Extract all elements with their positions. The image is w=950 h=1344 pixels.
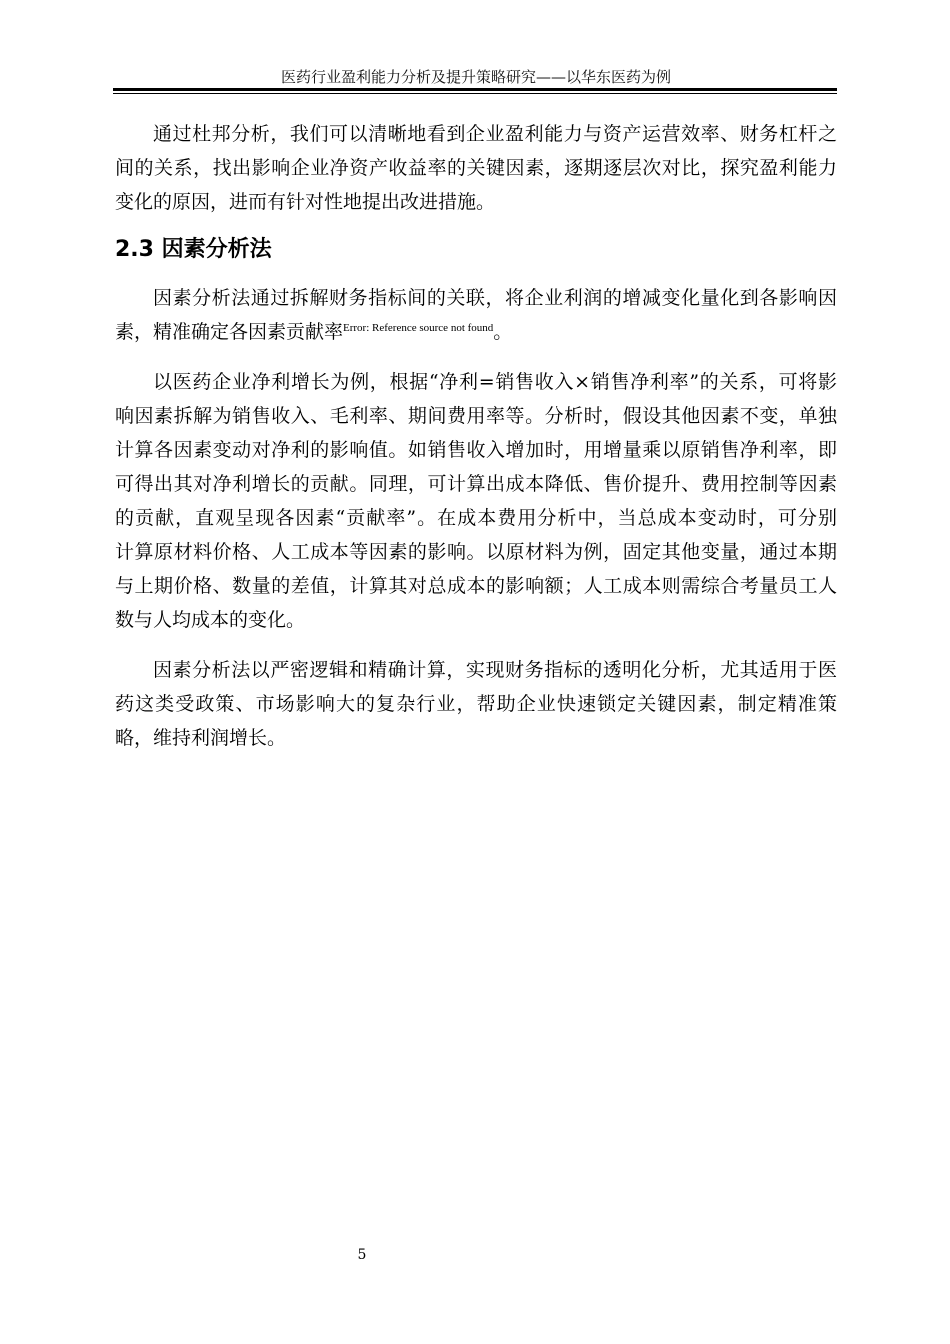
header-rule-thick — [113, 88, 837, 91]
text-line — [115, 315, 837, 349]
text-span: 素，精准确定各因素贡献率 — [115, 321, 344, 343]
text-line: 与上期价格、数量的差值，计算其对总成本的影响额；人工成本则需综合考量员工人 — [115, 575, 837, 597]
text-line: 计算各因素变动对净利的影响值。如销售收入增加时，用增量乘以原销售净利率，即 — [115, 439, 837, 461]
text-line: 略，维持利润增长。 — [115, 727, 287, 749]
text-line: 药这类受政策、市场影响大的复杂行业，帮助企业快速锁定关键因素，制定精准策 — [115, 693, 837, 715]
section-heading: 2.3 因素分析法 — [115, 237, 272, 262]
paragraph-net-profit-example — [115, 365, 837, 637]
page-number: 5 — [357, 1247, 367, 1263]
text-line: 数与人均成本的变化。 — [115, 609, 306, 631]
paragraph-factor-conclusion — [115, 653, 837, 755]
text-line: 间的关系，找出影响企业净资产收益率的关键因素，逐期逐层次对比，探究盈利能力 — [115, 157, 837, 179]
text-line: 以医药企业净利增长为例，根据“净利=销售收入×销售净利率”的关系，可将影 — [153, 371, 837, 393]
paragraph-dupont-summary — [115, 117, 837, 219]
reference-error-citation[interactable]: Error: Reference source not found — [343, 322, 494, 334]
text-span: 。 — [493, 321, 513, 343]
header-rule-thin — [113, 93, 837, 94]
text-line: 可得出其对净利增长的贡献。同理，可计算出成本降低、售价提升、费用控制等因素 — [115, 473, 837, 495]
text-line: 变化的原因，进而有针对性地提出改进措施。 — [115, 191, 496, 213]
paragraph-factor-intro — [115, 281, 837, 349]
text-line: 的贡献，直观呈现各因素“贡献率”。在成本费用分析中，当总成本变动时，可分别 — [115, 507, 837, 529]
page-body — [115, 117, 837, 755]
text-line: 响因素拆解为销售收入、毛利率、期间费用率等。分析时，假设其他因素不变，单独 — [115, 405, 837, 427]
text-line: 因素分析法以严密逻辑和精确计算，实现财务指标的透明化分析，尤其适用于医 — [153, 659, 837, 681]
text-line: 计算原材料价格、人工成本等因素的影响。以原材料为例，固定其他变量，通过本期 — [115, 541, 837, 563]
text-line: 因素分析法通过拆解财务指标间的关联，将企业利润的增减变化量化到各影响因 — [153, 287, 837, 309]
running-header: 医药行业盈利能力分析及提升策略研究——以华东医药为例 — [280, 68, 671, 86]
text-line: 通过杜邦分析，我们可以清晰地看到企业盈利能力与资产运营效率、财务杠杆之 — [153, 123, 837, 145]
